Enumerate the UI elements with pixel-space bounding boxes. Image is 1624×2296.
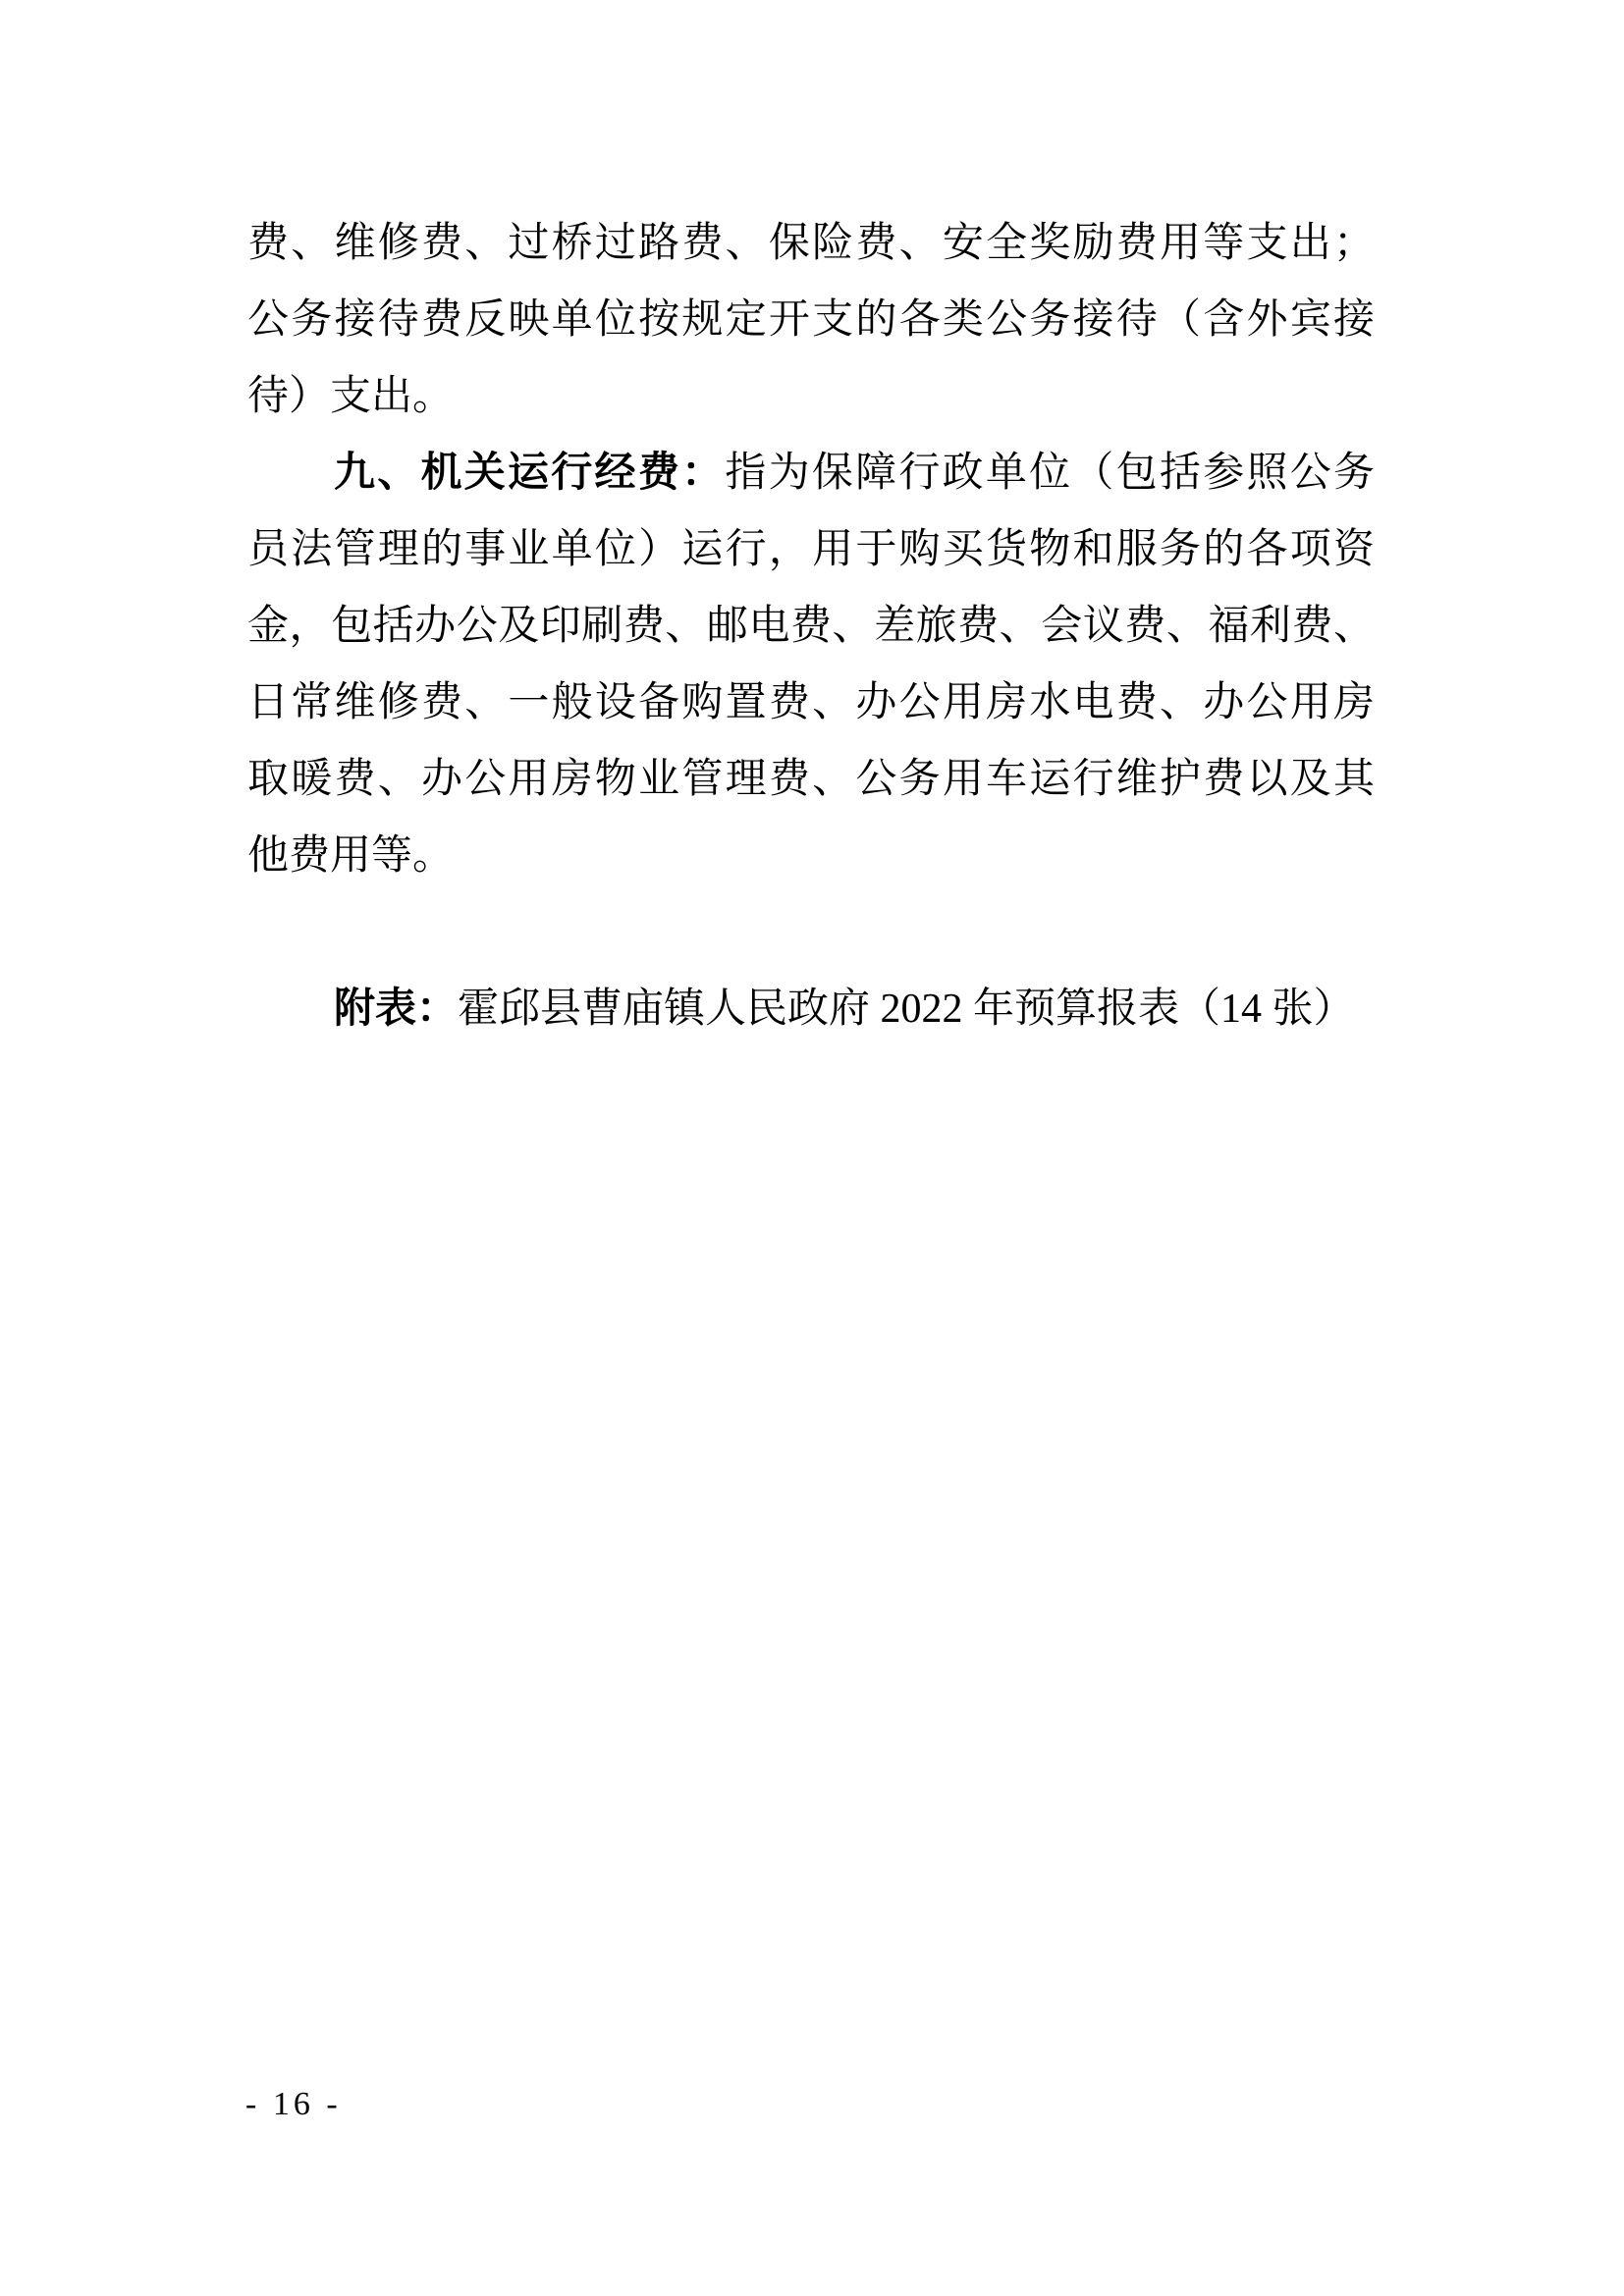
attachment-text: 霍邱县曹庙镇人民政府 2022 年预算报表（14 张）	[458, 987, 1355, 1032]
text-line-9: 他费用等。	[247, 833, 455, 879]
attachment-note-line	[247, 971, 1375, 1047]
text-line-7: 日常维修费、一般设备购置费、办公用房水电费、办公用房	[247, 680, 1375, 725]
section-heading-rest: 指为保障行政单位（包括参照公务	[725, 451, 1375, 496]
text-line-5: 员法管理的事业单位）运行，用于购买货物和服务的各项资	[247, 527, 1375, 572]
text-line-1: 费、维修费、过桥过路费、保险费、安全奖励费用等支出；	[247, 221, 1375, 266]
blank-line	[247, 894, 1375, 971]
attachment-label-bold: 附表：	[334, 987, 459, 1032]
text-line-6: 金，包括办公及印刷费、邮电费、差旅费、会议费、福利费、	[247, 604, 1375, 649]
page-number: - 16 -	[245, 2086, 342, 2122]
text-line-3: 待）支出。	[247, 374, 455, 419]
text-line-2: 公务接待费反映单位按规定开支的各类公务接待（含外宾接	[247, 297, 1375, 343]
section-heading-bold: 九、机关运行经费：	[334, 451, 726, 496]
text-line-8: 取暖费、办公用房物业管理费、公务用车运行维护费以及其	[247, 757, 1375, 802]
body-text-block	[247, 205, 1375, 1047]
text-line-4	[247, 435, 1375, 511]
